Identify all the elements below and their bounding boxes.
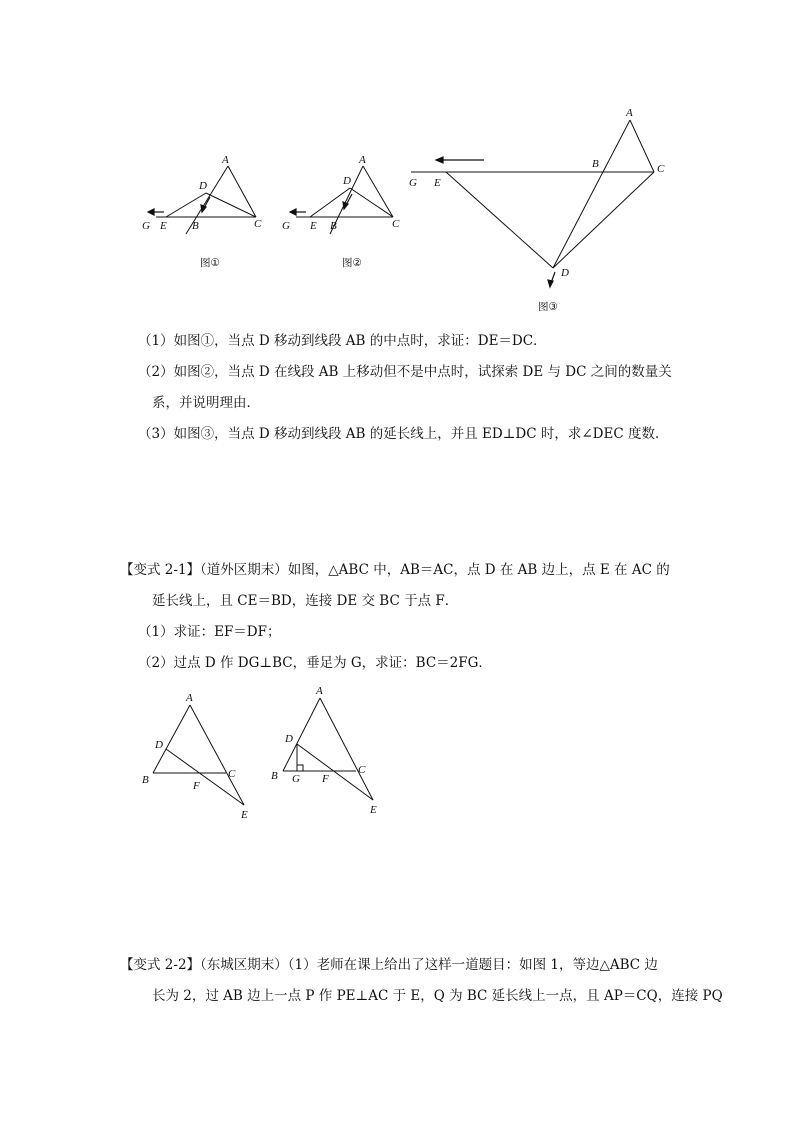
fig1-label-E: E: [160, 220, 167, 232]
fig3-caption: 图③: [538, 301, 558, 313]
fig3-label-G: G: [409, 177, 417, 189]
variant-2-1-q2: （2）过点 D 作 DG⊥BC，垂足为 G，求证：BC＝2FG．: [138, 655, 492, 671]
fig3-label-E: E: [434, 177, 441, 189]
v21r-label-C: C: [358, 764, 366, 776]
v21l-label-D: D: [155, 739, 163, 751]
v21r-label-G: G: [292, 773, 300, 785]
fig3-label-D: D: [561, 267, 569, 279]
fig1-label-B: B: [192, 220, 199, 232]
fig1-label-A: A: [222, 154, 229, 166]
question-3: （3）如图③，当点 D 移动到线段 AB 的延长线上，并且 ED⊥DC 时，求∠DEC 度数．: [138, 426, 669, 442]
v21l-label-E: E: [241, 809, 248, 821]
variant-2-1-line1: 【变式 2-1】（道外区期末）如图，△ABC 中，AB＝AC，点 D 在 AB 边上，点 E 在 AC 的: [120, 562, 670, 578]
v21l-label-C: C: [228, 768, 236, 780]
question-2-line1: （2）如图②，当点 D 在线段 AB 上移动但不是中点时，试探索 DE 与 DC 之间的数量关: [138, 364, 672, 380]
fig2-label-B: B: [330, 220, 337, 232]
fig2-label-D: D: [343, 175, 351, 187]
v21r-label-D: D: [285, 733, 293, 745]
fig3-label-C: C: [657, 163, 665, 175]
variant-2-1-line2: 延长线上，且 CE＝BD，连接 DE 交 BC 于点 F．: [152, 593, 459, 609]
v21r-label-B: B: [271, 770, 278, 782]
fig2-caption: 图②: [342, 257, 362, 269]
v21r-label-F: F: [322, 773, 329, 785]
question-1: （1）如图①，当点 D 移动到线段 AB 的中点时，求证：DE＝DC．: [138, 333, 547, 349]
v21l-label-F: F: [193, 780, 200, 792]
fig3-label-A: A: [626, 107, 633, 119]
fig2-label-C: C: [392, 218, 400, 230]
fig2-label-E: E: [310, 220, 317, 232]
variant-2-2-line1: 【变式 2-2】（东城区期末）（1）老师在课上给出了这样一道题目：如图 1，等边△ABC 边: [120, 957, 658, 973]
variant-2-1-q1: （1）求证：EF＝DF；: [138, 624, 281, 640]
fig1-label-G: G: [142, 220, 150, 232]
fig1-label-C: C: [254, 218, 262, 230]
fig1-label-D: D: [199, 180, 207, 192]
variant-2-2-line2: 长为 2，过 AB 边上一点 P 作 PE⊥AC 于 E，Q 为 BC 延长线上一点，且 AP＝CQ，连接 PQ: [152, 988, 723, 1004]
v21r-label-E: E: [370, 804, 377, 816]
fig3-label-B: B: [592, 158, 599, 170]
fig1-caption: 图①: [200, 257, 220, 269]
fig2-label-A: A: [359, 154, 366, 166]
question-2-line2: 系，并说明理由．: [152, 395, 260, 411]
fig2-label-G: G: [282, 220, 290, 232]
v21r-label-A: A: [316, 685, 323, 697]
v21l-label-A: A: [186, 692, 193, 704]
v21l-label-B: B: [142, 774, 149, 786]
